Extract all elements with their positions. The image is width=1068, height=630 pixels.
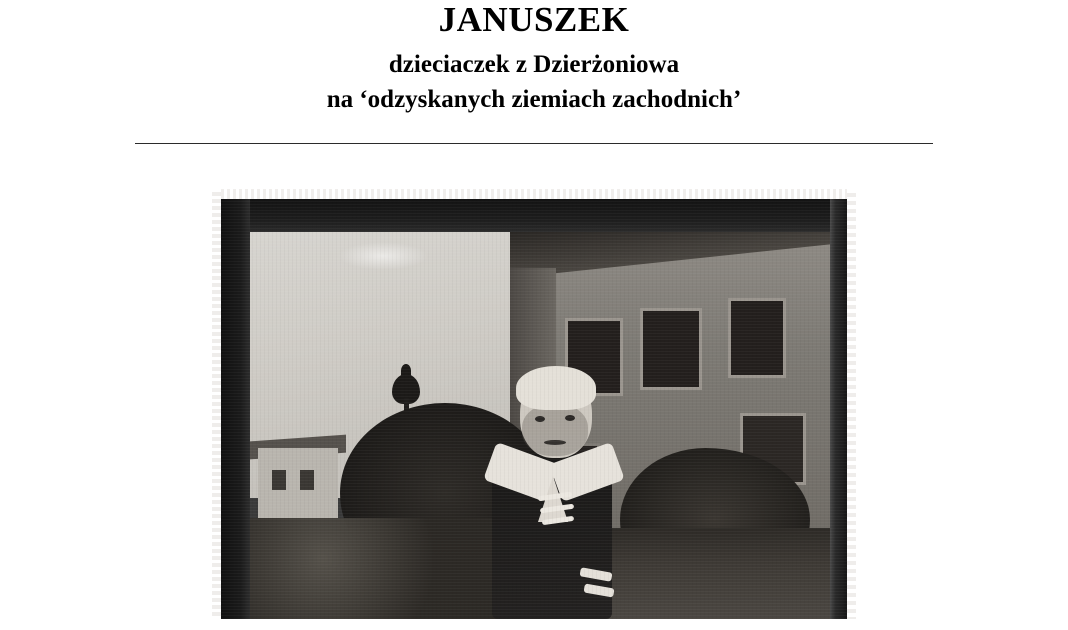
document-header [0, 0, 1068, 116]
boy-hair [516, 366, 596, 410]
film-edge-left [220, 198, 250, 619]
photo-frame [212, 189, 856, 619]
distant-house-window [272, 470, 286, 490]
building-window [728, 298, 786, 378]
subtitle-line-2: na ‘odzyskanych ziemiach zachodnich’ [326, 86, 742, 113]
film-edge-top [220, 198, 848, 232]
photo-deckled-edge-right [847, 189, 856, 619]
boy-face-shadow [522, 404, 588, 456]
film-edge-right [830, 198, 848, 619]
photo-image [220, 198, 848, 619]
page-title: JANUSZEK [438, 0, 630, 39]
boy-eye-left [535, 416, 545, 422]
building-window [640, 308, 702, 390]
distant-house-window [300, 470, 314, 490]
horizontal-divider [135, 143, 933, 144]
photo-light-leak [338, 242, 428, 270]
boy-mouth [544, 440, 566, 445]
distant-house [258, 448, 338, 518]
subtitle-line-1: dzieciaczek z Dzierżoniowa [388, 51, 680, 78]
photograph-container [212, 189, 856, 619]
boy-eye-right [565, 415, 575, 421]
foreground-foliage [248, 518, 498, 619]
